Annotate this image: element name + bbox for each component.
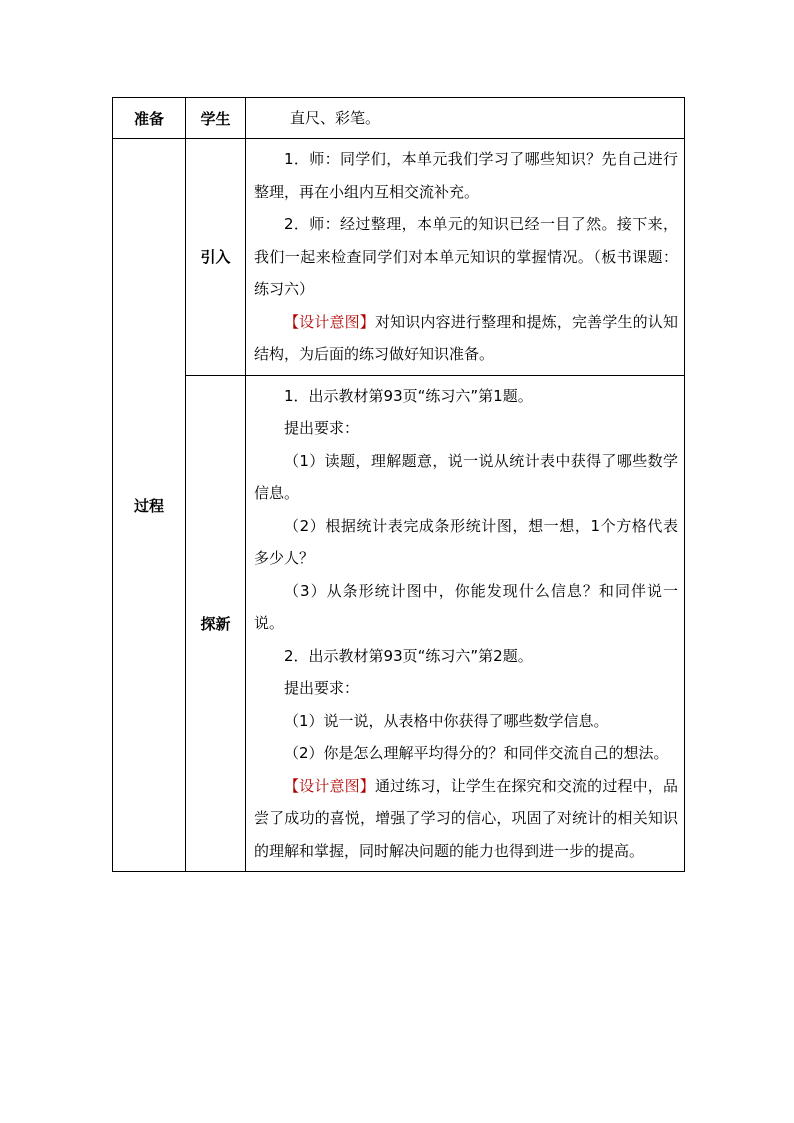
explore-paragraph: 1．出示教材第93页“练习六”第1题。: [284, 386, 533, 405]
explore-paragraph: 提出要求：: [284, 679, 360, 697]
explore-paragraph: （1）说一说，从表格中你获得了哪些数学信息。: [284, 711, 609, 730]
design-intent-tag: 【设计意图】: [284, 776, 375, 795]
intro-paragraph: 2．师：经过整理，本单元的知识已经一目了然。接下来，我们一起来检查同学们对本单元知识的掌握情况。（板书课题：练习六）: [254, 215, 678, 298]
intro-design-intent: [254, 306, 678, 371]
intro-content: [246, 139, 685, 376]
student-materials-cell: [246, 98, 685, 139]
student-materials-text: 直尺、彩笔。: [290, 109, 381, 127]
explore-paragraph: （2）你是怎么理解平均得分的？和同伴交流自己的想法。: [284, 744, 669, 762]
explore-content: [246, 375, 685, 872]
lesson-plan-table: [112, 97, 685, 872]
explore-paragraph: （2）根据统计表完成条形统计图，想一想，1个方格代表多少人？: [254, 516, 678, 567]
design-intent-tag: 【设计意图】: [284, 312, 375, 331]
explore-paragraph: 2．出示教材第93页“练习六”第2题。: [284, 646, 533, 665]
explore-paragraph: 提出要求：: [284, 419, 360, 437]
prep-label: 准备: [113, 98, 186, 139]
explore-design-intent: [254, 770, 678, 868]
design-intent-text: 对知识内容进行整理和提炼，完善学生的认知结构，为后面的练习做好知识准备。: [254, 312, 678, 363]
prep-row: [113, 98, 685, 139]
explore-row: [113, 375, 685, 872]
design-intent-text: 通过练习，让学生在探究和交流的过程中，品尝了成功的喜悦，增强了学习的信心，巩固了对统计的相关知识的理解和掌握，同时解决问题的能力也得到进一步的提高。: [254, 776, 678, 860]
explore-paragraph: （3）从条形统计图中，你能发现什么信息？和同伴说一说。: [254, 581, 678, 632]
intro-label: 引入: [186, 139, 246, 376]
intro-paragraph: 1．师：同学们，本单元我们学习了哪些知识？先自己进行整理，再在小组内互相交流补充。: [254, 150, 678, 201]
explore-paragraph: （1）读题，理解题意，说一说从统计表中获得了哪些数学信息。: [254, 451, 678, 502]
explore-label: 探新: [186, 375, 246, 872]
process-label: 过程: [113, 139, 186, 872]
student-label: 学生: [186, 98, 246, 139]
intro-row: [113, 139, 685, 376]
